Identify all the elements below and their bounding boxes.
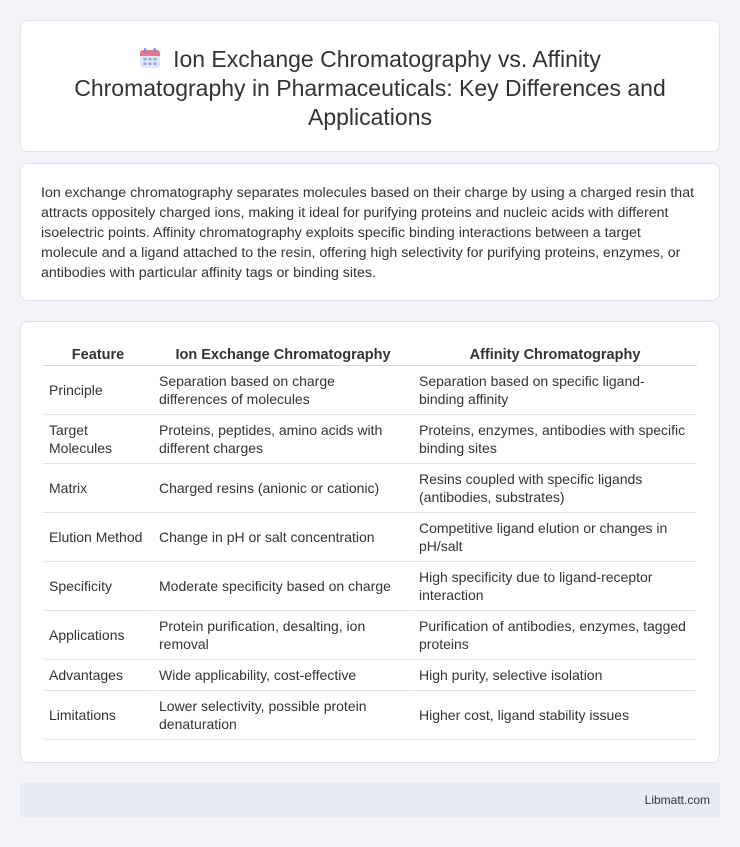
row-feature: Matrix (43, 464, 153, 513)
calendar-icon (139, 47, 161, 69)
row-ion-exchange: Proteins, peptides, amino acids with different charges (153, 415, 413, 464)
table-row (43, 691, 697, 740)
row-affinity: Separation based on specific ligand-binding affinity (413, 366, 697, 415)
comparison-card (20, 321, 720, 763)
table-row (43, 562, 697, 611)
table-row (43, 366, 697, 415)
row-ion-exchange: Charged resins (anionic or cationic) (153, 464, 413, 513)
comparison-table (43, 340, 697, 740)
row-feature: Target Molecules (43, 415, 153, 464)
header-affinity: Affinity Chromatography (413, 340, 697, 366)
intro-paragraph: Ion exchange chromatography separates molecules based on their charge by using a charged resin that attracts oppositely charged ions, making it ideal for purifying proteins and nucleic acids with different isoelectric points. Affinity chromatography exploits specific binding interactions between a target molecule and a ligand attached to the resin, offering high selectivity for purifying proteins, enzymes, or antibodies with particular affinity tags or binding sites. (41, 185, 695, 281)
row-feature: Limitations (43, 691, 153, 740)
footer-brand-link[interactable]: Libmatt.com (644, 793, 710, 807)
row-ion-exchange: Separation based on charge differences of molecules (153, 366, 413, 415)
row-feature: Specificity (43, 562, 153, 611)
row-ion-exchange: Lower selectivity, possible protein denaturation (153, 691, 413, 740)
table-row (43, 464, 697, 513)
row-affinity: Higher cost, ligand stability issues (413, 691, 697, 740)
table-row (43, 415, 697, 464)
row-ion-exchange: Protein purification, desalting, ion removal (153, 611, 413, 660)
row-feature: Principle (43, 366, 153, 415)
page-title-wrap (51, 45, 689, 132)
title-card (20, 20, 720, 152)
row-affinity: Proteins, enzymes, antibodies with specific binding sites (413, 415, 697, 464)
table-header-row (43, 340, 697, 366)
page-title: Ion Exchange Chromatography vs. Affinity Chromatography in Pharmaceuticals: Key Differences and Applications (74, 46, 666, 130)
row-feature: Applications (43, 611, 153, 660)
header-ion-exchange: Ion Exchange Chromatography (153, 340, 413, 366)
table-row (43, 513, 697, 562)
table-row (43, 611, 697, 660)
row-affinity: Purification of antibodies, enzymes, tagged proteins (413, 611, 697, 660)
row-affinity: High purity, selective isolation (413, 660, 697, 691)
table-row (43, 660, 697, 691)
row-affinity: Resins coupled with specific ligands (antibodies, substrates) (413, 464, 697, 513)
row-affinity: High specificity due to ligand-receptor interaction (413, 562, 697, 611)
row-ion-exchange: Moderate specificity based on charge (153, 562, 413, 611)
footer-bar (20, 783, 720, 817)
row-feature: Advantages (43, 660, 153, 691)
row-ion-exchange: Change in pH or salt concentration (153, 513, 413, 562)
row-feature: Elution Method (43, 513, 153, 562)
header-feature: Feature (43, 340, 153, 366)
row-affinity: Competitive ligand elution or changes in pH/salt (413, 513, 697, 562)
row-ion-exchange: Wide applicability, cost-effective (153, 660, 413, 691)
intro-card (20, 163, 720, 301)
